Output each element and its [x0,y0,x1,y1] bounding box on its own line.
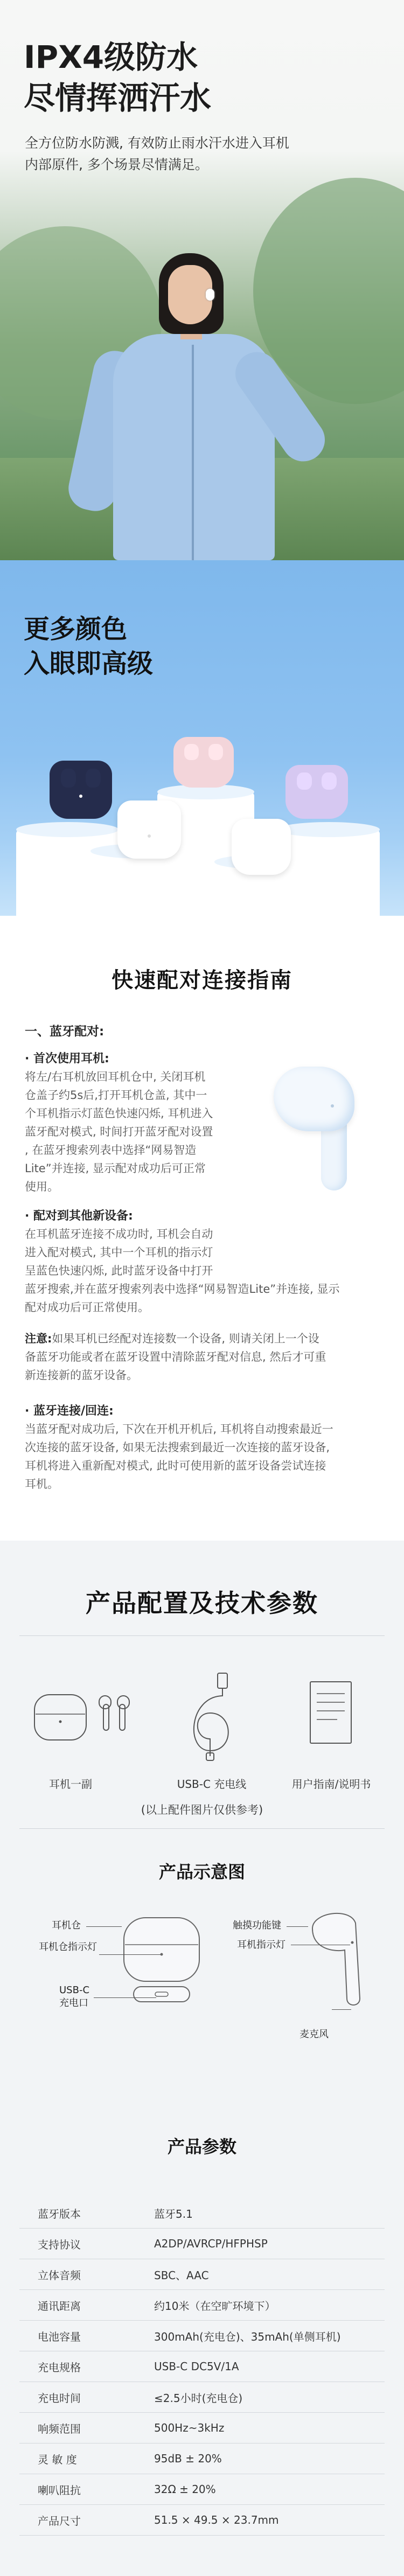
guide-line: 将左/右耳机放回耳机仓中, 关闭耳机 [25,1070,206,1083]
display-pedestal [277,830,380,916]
param-value: A2DP/AVRCP/HFPHSP [154,2229,385,2259]
case-led [79,795,82,798]
table-row [19,2413,385,2443]
earbuds-case-icon [30,1683,138,1758]
callout-leader [94,1997,156,1998]
earbud-in-ear [206,289,214,301]
param-key: 响频范围 [19,2413,154,2443]
product-diagram-case [119,1912,205,2004]
guide-line [25,1329,391,1348]
case-led [148,834,151,838]
ipx4-hero-section [0,0,404,560]
hero-title-line: 入眼即高级 [24,649,154,679]
divider [19,1635,385,1636]
param-value: 300mAh(充电仓)、35mAh(单侧耳机) [154,2321,385,2351]
hero-title-line: 尽情挥洒汗水 [24,80,212,116]
hero-desc-line: 内部原件, 多个场景尽情满足。 [25,157,208,172]
callout-charging-port: 充电口 [59,1997,88,2009]
notice-label: 注意: [25,1332,52,1345]
earbud [322,772,337,790]
table-row [19,2443,385,2474]
param-value: 51.5 × 49.5 × 23.7mm [154,2505,385,2536]
guide-line: 配对成功后可正常使用。 [25,1301,149,1314]
guide-section-label: 一、蓝牙配对: [25,1025,105,1039]
callout-touch-key: 触摸功能键 [233,1920,281,1931]
callout-charging-case: 耳机仓 [52,1920,81,1931]
jacket-zipper [192,345,194,560]
package-item-label: USB-C 充电线 [177,1778,247,1791]
guide-line: 蓝牙搜索,并在蓝牙搜索列表中选择“网易智造Lite”并连接, 显示 [25,1283,340,1296]
reconnect-text [25,1420,391,1493]
case-led [59,1721,62,1723]
table-row [19,2229,385,2259]
first-use-title: · 首次使用耳机: [25,1052,109,1066]
earbud-outline [312,1913,360,2005]
param-value: ≤2.5小时(充电仓) [154,2382,385,2413]
param-value: USB-C DC5V/1A [154,2351,385,2382]
table-row [19,2382,385,2413]
param-value: 32Ω ± 20% [154,2474,385,2505]
spec-title: 产品配置及技术参数 [86,1589,318,1618]
notice-line: 如果耳机已经配对连接数一个设备, 则请关闭上一个设 [52,1332,319,1345]
earbud [86,769,101,788]
spec-section [0,1541,404,2576]
hero-desc-line: 全方位防水防溅, 有效防止雨水汗水进入耳机 [25,135,289,151]
usb-cable-icon [178,1670,242,1762]
table-row [19,2474,385,2505]
earbud [208,744,223,760]
callout-leader [99,1954,161,1955]
earbud-indicator-dot [351,1941,354,1944]
guide-title: 快速配对连接指南 [112,968,292,993]
product-diagram-earbud [302,1907,377,2015]
table-row [19,2290,385,2321]
earbud-case-navy [50,761,112,819]
table-row [19,2321,385,2351]
callout-case-indicator: 耳机仓指示灯 [39,1941,97,1953]
table-row [19,2198,385,2229]
manual-page [310,1682,351,1743]
guide-line: 个耳机指示灯蓝色快速闪烁, 耳机进入 [25,1107,213,1120]
spec-table-body [19,2198,385,2536]
param-key: 产品尺寸 [19,2505,154,2536]
manual-icon [307,1679,356,1749]
first-use-text [25,1068,262,1196]
callout-leader [287,1926,308,1927]
param-key: 蓝牙版本 [19,2198,154,2229]
earbud [242,827,256,845]
runner-woman-photo [70,242,329,560]
cable-coil [194,1688,228,1756]
param-key: 通讯距离 [19,2290,154,2321]
param-key: 喇叭阻抗 [19,2474,154,2505]
earbud-indicator-dot [331,1104,334,1108]
callout-leader [332,2009,351,2010]
guide-line: , 在蓝牙搜索列表中选择“网易智造 [25,1144,197,1157]
divider [19,1828,385,1829]
param-key: 立体音频 [19,2259,154,2290]
guide-line: 仓盖子约5s后,打开耳机仓盖, 其中一 [25,1089,207,1102]
reconnect-title: · 蓝牙连接/回连: [25,1404,114,1418]
accessory-note: (以上配件图片仅供参考) [141,1804,263,1816]
ipx4-hero-description [25,133,370,176]
new-device-title: · 配对到其他新设备: [25,1209,133,1223]
case-led [161,1953,163,1956]
callout-leader [86,1926,122,1927]
guide-line: 进入配对模式, 其中一个耳机的指示灯 [25,1246,213,1259]
hero-title-line: 更多颜色 [24,614,128,644]
earbud [266,827,280,845]
earbud-case-white [232,819,291,875]
new-device-text [25,1225,391,1317]
table-row [19,2259,385,2290]
param-key: 支持协议 [19,2229,154,2259]
param-key: 电池容量 [19,2321,154,2351]
guide-line: 蓝牙配对模式, 时间打开蓝牙配对设置 [25,1125,213,1138]
guide-line: 备蓝牙功能或者在蓝牙设置中清除蓝牙配对信息, 然后才可重 [25,1350,326,1363]
earbud [184,744,199,760]
guide-line: 在耳机蓝牙连接不成功时, 耳机会自动 [25,1228,213,1241]
case-outline [34,1695,86,1740]
guide-line: 当蓝牙配对成功后, 下次在开机开机后, 耳机将自动搜索最近一 [25,1423,333,1436]
param-value: 蓝牙5.1 [154,2198,385,2229]
guide-line: 耳机将进入重新配对模式, 此时可使用新的蓝牙设备尝试连接 [25,1459,326,1472]
hero-title-line: IPX4级防水 [24,39,198,75]
pairing-guide-section [0,916,404,1541]
table-row [19,2351,385,2382]
callout-earbud-indicator: 耳机指示灯 [237,1939,285,1951]
package-item-label: 用户指南/说明书 [291,1778,371,1791]
earbud [297,772,312,790]
case-outline [124,1918,199,1981]
colors-hero-title [24,612,153,681]
earbud-case-pink [173,737,234,788]
param-key: 灵 敏 度 [19,2443,154,2474]
param-key: 充电时间 [19,2382,154,2413]
param-value: SBC、AAC [154,2259,385,2290]
package-item-label: 耳机一副 [49,1778,92,1791]
earbud-illustration [274,1067,354,1190]
spec-table [19,2198,385,2536]
case-bottom [134,1987,190,2002]
earbud [61,769,76,788]
usb-plug [218,1673,227,1688]
guide-line: 使用。 [25,1180,59,1193]
earbud-head [274,1067,354,1131]
diagram-title: 产品示意图 [158,1862,245,1882]
callout-usb-c: USB-C [59,1985,90,1996]
guide-line: 呈蓝色快速闪烁, 此时蓝牙设备中打开 [25,1264,213,1277]
param-value: 95dB ± 20% [154,2443,385,2474]
ipx4-hero-title [24,37,347,119]
callout-microphone: 麦克风 [299,2029,329,2040]
colors-hero-section [0,560,404,916]
guide-line: 耳机。 [25,1478,59,1491]
param-value: 500Hz~3kHz [154,2413,385,2443]
earbud-case-white-open [117,800,181,859]
guide-line: 次连接的蓝牙设备, 如果无法搜索到最近一次连接的蓝牙设备, [25,1441,330,1454]
guide-line: Lite”并连接, 显示配对成功后可正常 [25,1162,206,1175]
params-title: 产品参数 [167,2136,236,2157]
guide-line: 新连接新的蓝牙设备。 [25,1369,138,1382]
table-row [19,2505,385,2536]
param-key: 充电规格 [19,2351,154,2382]
earbud-case-lavender [285,765,348,819]
param-value: 约10米（在空旷环境下） [154,2290,385,2321]
notice-text [25,1329,391,1384]
